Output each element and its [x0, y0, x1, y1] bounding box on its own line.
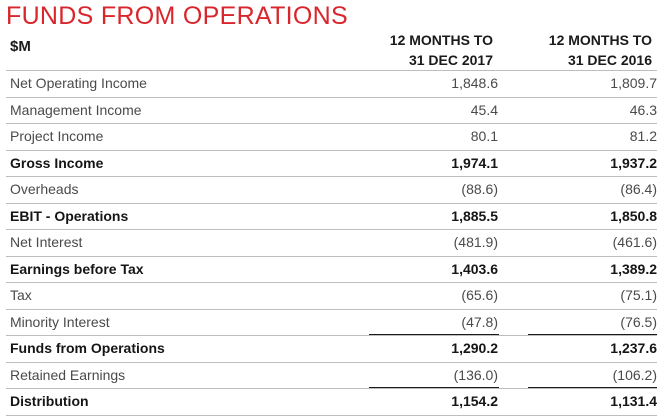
value-2017: 45.4 [470, 101, 498, 118]
value-2017: 1,885.5 [451, 207, 498, 224]
table-row [6, 388, 657, 416]
row-label: Net Operating Income [10, 75, 147, 91]
value-2017: (47.8) [461, 313, 498, 330]
table-row [6, 362, 657, 389]
row-label: Distribution [10, 393, 89, 409]
value-2017: (88.6) [461, 181, 498, 197]
value-2016: 1,131.4 [610, 393, 657, 409]
value-2017: 1,154.2 [451, 393, 498, 409]
row-label: Minority Interest [10, 313, 110, 330]
value-2017: (481.9) [453, 234, 498, 250]
table-row [6, 150, 657, 177]
row-label: Retained Earnings [10, 366, 126, 383]
value-2017: 1,290.2 [451, 340, 498, 356]
column-header-2016-line2: 31 DEC 2016 [567, 52, 652, 68]
value-2016: (461.6) [612, 234, 657, 250]
row-label: Project Income [10, 128, 104, 144]
value-2017: (136.0) [453, 366, 498, 383]
row-label: Earnings before Tax [10, 260, 144, 277]
value-2017: 1,974.1 [451, 154, 498, 171]
column-header-2017-line1: 12 MONTHS TO [389, 32, 493, 48]
value-2017: 1,848.6 [451, 75, 498, 91]
table-row [6, 256, 657, 283]
subtotal-rule [528, 387, 657, 388]
page-title: FUNDS FROM OPERATIONS [6, 2, 348, 30]
table-body [6, 70, 657, 416]
table-row [6, 282, 657, 309]
subtotal-rule [528, 334, 657, 335]
table-row [6, 123, 657, 150]
value-2017: 1,403.6 [451, 260, 498, 277]
column-header-2017-line2: 31 DEC 2017 [408, 52, 493, 68]
table-row [6, 335, 657, 362]
row-label: Management Income [10, 101, 142, 118]
value-2016: 1,237.6 [610, 340, 657, 356]
value-2016: 1,850.8 [610, 207, 657, 224]
row-label: Funds from Operations [10, 340, 165, 356]
row-label: Net Interest [10, 234, 83, 250]
row-label: EBIT - Operations [10, 207, 129, 224]
value-2016: 46.3 [629, 101, 657, 118]
column-header-2016-line1: 12 MONTHS TO [548, 32, 652, 48]
table-row [6, 176, 657, 203]
value-2016: 81.2 [629, 128, 657, 144]
value-2016: 1,389.2 [610, 260, 657, 277]
table-row [6, 203, 657, 230]
table-row [6, 97, 657, 124]
unit-label: $M [10, 38, 31, 55]
value-2016: (75.1) [620, 287, 657, 303]
column-header-2016 [502, 30, 652, 70]
subtotal-rule [369, 387, 499, 388]
column-header-2017 [343, 30, 493, 70]
value-2016: 1,809.7 [610, 75, 657, 91]
value-2017: (65.6) [461, 287, 498, 303]
value-2016: (76.5) [620, 313, 657, 330]
value-2016: (86.4) [620, 181, 657, 197]
value-2017: 80.1 [470, 128, 498, 144]
table-row [6, 309, 657, 336]
table-row [6, 229, 657, 256]
row-label: Gross Income [10, 154, 104, 171]
value-2016: (106.2) [612, 366, 657, 383]
row-label: Overheads [10, 181, 79, 197]
subtotal-rule [369, 334, 499, 335]
row-label: Tax [10, 287, 32, 303]
value-2016: 1,937.2 [610, 154, 657, 171]
table-row [6, 70, 657, 97]
